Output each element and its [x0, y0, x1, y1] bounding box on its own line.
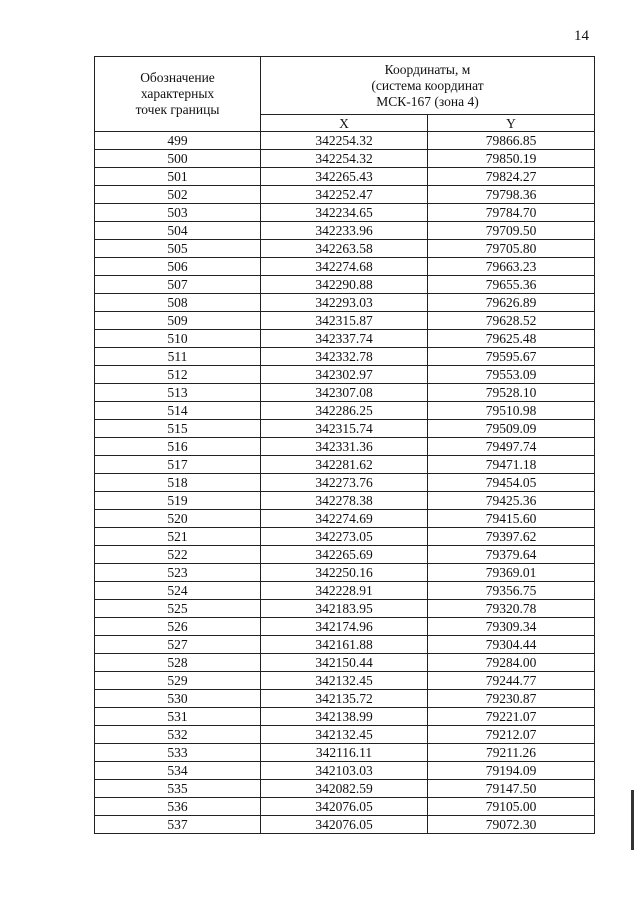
x-coordinate-cell: 342273.76: [261, 474, 428, 492]
point-id-cell: 529: [95, 672, 261, 690]
table-row: [95, 546, 595, 564]
x-coordinate-cell: 342076.05: [261, 798, 428, 816]
x-coordinate-cell: 342286.25: [261, 402, 428, 420]
coords-header-line-3: МСК-167 (зона 4): [376, 93, 479, 109]
x-coordinate-cell: 342103.03: [261, 762, 428, 780]
y-coordinate-cell: 79663.23: [428, 258, 595, 276]
point-id-cell: 531: [95, 708, 261, 726]
x-coordinate-cell: 342234.65: [261, 204, 428, 222]
table-row: [95, 582, 595, 600]
point-header-line-3: точек границы: [135, 102, 220, 117]
y-coordinate-cell: 79705.80: [428, 240, 595, 258]
table-row: [95, 366, 595, 384]
x-coordinate-cell: 342132.45: [261, 672, 428, 690]
point-id-cell: 537: [95, 816, 261, 834]
y-coordinate-cell: 79824.27: [428, 168, 595, 186]
table-row: [95, 384, 595, 402]
x-coordinate-cell: 342250.16: [261, 564, 428, 582]
x-coordinate-cell: 342302.97: [261, 366, 428, 384]
y-coordinate-cell: 79212.07: [428, 726, 595, 744]
y-coordinate-cell: 79415.60: [428, 510, 595, 528]
table-header: [95, 57, 595, 132]
x-coordinate-cell: 342233.96: [261, 222, 428, 240]
y-coordinate-cell: 79510.98: [428, 402, 595, 420]
y-coordinate-cell: 79221.07: [428, 708, 595, 726]
y-coordinate-cell: 79528.10: [428, 384, 595, 402]
point-id-cell: 506: [95, 258, 261, 276]
x-coordinate-cell: 342150.44: [261, 654, 428, 672]
y-coordinate-cell: 79471.18: [428, 456, 595, 474]
point-id-cell: 513: [95, 384, 261, 402]
point-id-cell: 512: [95, 366, 261, 384]
x-coordinate-cell: 342278.38: [261, 492, 428, 510]
x-coordinate-cell: 342265.43: [261, 168, 428, 186]
y-coordinate-cell: 79553.09: [428, 366, 595, 384]
x-coordinate-cell: 342254.32: [261, 132, 428, 150]
y-coordinate-cell: 79284.00: [428, 654, 595, 672]
point-id-cell: 504: [95, 222, 261, 240]
point-id-cell: 536: [95, 798, 261, 816]
table-row: [95, 330, 595, 348]
table-row: [95, 816, 595, 834]
x-column-header: X: [261, 115, 428, 132]
x-coordinate-cell: 342076.05: [261, 816, 428, 834]
point-id-cell: 519: [95, 492, 261, 510]
table-row: [95, 348, 595, 366]
table-row: [95, 798, 595, 816]
x-coordinate-cell: 342315.87: [261, 312, 428, 330]
table-row: [95, 186, 595, 204]
point-id-cell: 525: [95, 600, 261, 618]
table-row: [95, 690, 595, 708]
x-coordinate-cell: 342174.96: [261, 618, 428, 636]
y-coordinate-cell: 79425.36: [428, 492, 595, 510]
point-id-cell: 514: [95, 402, 261, 420]
point-id-cell: 515: [95, 420, 261, 438]
point-id-cell: 517: [95, 456, 261, 474]
y-coordinate-cell: 79379.64: [428, 546, 595, 564]
x-coordinate-cell: 342135.72: [261, 690, 428, 708]
table-body: [95, 132, 595, 834]
y-coordinate-cell: 79356.75: [428, 582, 595, 600]
point-header-line-2: характерных: [140, 86, 215, 101]
table-row: [95, 474, 595, 492]
y-coordinate-cell: 79850.19: [428, 150, 595, 168]
x-coordinate-cell: 342254.32: [261, 150, 428, 168]
scan-edge-mark: [631, 790, 634, 850]
x-coordinate-cell: 342337.74: [261, 330, 428, 348]
y-coordinate-cell: 79369.01: [428, 564, 595, 582]
coords-header-line-1: Координаты, м: [384, 61, 471, 77]
table-row: [95, 204, 595, 222]
coordinates-table: [94, 56, 595, 834]
point-id-cell: 522: [95, 546, 261, 564]
point-id-cell: 502: [95, 186, 261, 204]
point-id-cell: 528: [95, 654, 261, 672]
point-designation-header: [95, 57, 261, 132]
point-id-cell: 521: [95, 528, 261, 546]
point-id-cell: 532: [95, 726, 261, 744]
y-coordinate-cell: 79784.70: [428, 204, 595, 222]
table-row: [95, 762, 595, 780]
y-coordinate-cell: 79397.62: [428, 528, 595, 546]
table-row: [95, 600, 595, 618]
y-coordinate-cell: 79866.85: [428, 132, 595, 150]
point-id-cell: 507: [95, 276, 261, 294]
coords-header-line-2: (система координат: [371, 77, 484, 93]
x-coordinate-cell: 342265.69: [261, 546, 428, 564]
table-row: [95, 708, 595, 726]
table-row: [95, 150, 595, 168]
x-coordinate-cell: 342116.11: [261, 744, 428, 762]
x-coordinate-cell: 342274.68: [261, 258, 428, 276]
x-coordinate-cell: 342331.36: [261, 438, 428, 456]
x-coordinate-cell: 342315.74: [261, 420, 428, 438]
x-coordinate-cell: 342281.62: [261, 456, 428, 474]
y-coordinate-cell: 79072.30: [428, 816, 595, 834]
table-row: [95, 168, 595, 186]
x-coordinate-cell: 342274.69: [261, 510, 428, 528]
table-row: [95, 402, 595, 420]
page-number: 14: [574, 28, 589, 44]
point-header-line-1: Обозначение: [140, 70, 215, 85]
y-coordinate-cell: 79147.50: [428, 780, 595, 798]
y-coordinate-cell: 79244.77: [428, 672, 595, 690]
table-row: [95, 132, 595, 150]
point-id-cell: 520: [95, 510, 261, 528]
y-coordinate-cell: 79309.34: [428, 618, 595, 636]
point-id-cell: 516: [95, 438, 261, 456]
x-coordinate-cell: 342273.05: [261, 528, 428, 546]
point-id-cell: 526: [95, 618, 261, 636]
table-row: [95, 744, 595, 762]
table-row: [95, 672, 595, 690]
table-row: [95, 258, 595, 276]
point-id-cell: 503: [95, 204, 261, 222]
table-row: [95, 294, 595, 312]
table-row: [95, 780, 595, 798]
y-coordinate-cell: 79454.05: [428, 474, 595, 492]
table-row: [95, 240, 595, 258]
point-id-cell: 499: [95, 132, 261, 150]
table-row: [95, 510, 595, 528]
table-row: [95, 438, 595, 456]
point-id-cell: 533: [95, 744, 261, 762]
table-row: [95, 492, 595, 510]
point-id-cell: 510: [95, 330, 261, 348]
y-coordinate-cell: 79628.52: [428, 312, 595, 330]
point-id-cell: 501: [95, 168, 261, 186]
y-coordinate-cell: 79320.78: [428, 600, 595, 618]
y-coordinate-cell: 79709.50: [428, 222, 595, 240]
y-coordinate-cell: 79626.89: [428, 294, 595, 312]
point-id-cell: 530: [95, 690, 261, 708]
y-coordinate-cell: 79798.36: [428, 186, 595, 204]
x-coordinate-cell: 342252.47: [261, 186, 428, 204]
coordinates-header: [261, 57, 595, 115]
table-row: [95, 618, 595, 636]
table-row: [95, 222, 595, 240]
y-coordinate-cell: 79625.48: [428, 330, 595, 348]
point-id-cell: 505: [95, 240, 261, 258]
table-row: [95, 528, 595, 546]
point-id-cell: 509: [95, 312, 261, 330]
x-coordinate-cell: 342183.95: [261, 600, 428, 618]
y-coordinate-cell: 79211.26: [428, 744, 595, 762]
point-id-cell: 511: [95, 348, 261, 366]
table-row: [95, 312, 595, 330]
table-row: [95, 276, 595, 294]
table-row: [95, 456, 595, 474]
point-id-cell: 500: [95, 150, 261, 168]
y-column-header: Y: [428, 115, 595, 132]
x-coordinate-cell: 342228.91: [261, 582, 428, 600]
x-coordinate-cell: 342263.58: [261, 240, 428, 258]
point-id-cell: 508: [95, 294, 261, 312]
x-coordinate-cell: 342290.88: [261, 276, 428, 294]
x-coordinate-cell: 342307.08: [261, 384, 428, 402]
point-id-cell: 523: [95, 564, 261, 582]
table-row: [95, 726, 595, 744]
x-coordinate-cell: 342161.88: [261, 636, 428, 654]
y-coordinate-cell: 79230.87: [428, 690, 595, 708]
point-id-cell: 524: [95, 582, 261, 600]
x-coordinate-cell: 342132.45: [261, 726, 428, 744]
table-row: [95, 420, 595, 438]
table-row: [95, 654, 595, 672]
x-coordinate-cell: 342293.03: [261, 294, 428, 312]
y-coordinate-cell: 79194.09: [428, 762, 595, 780]
point-id-cell: 518: [95, 474, 261, 492]
y-coordinate-cell: 79509.09: [428, 420, 595, 438]
point-id-cell: 534: [95, 762, 261, 780]
x-coordinate-cell: 342138.99: [261, 708, 428, 726]
point-id-cell: 527: [95, 636, 261, 654]
y-coordinate-cell: 79595.67: [428, 348, 595, 366]
y-coordinate-cell: 79105.00: [428, 798, 595, 816]
y-coordinate-cell: 79304.44: [428, 636, 595, 654]
y-coordinate-cell: 79655.36: [428, 276, 595, 294]
x-coordinate-cell: 342332.78: [261, 348, 428, 366]
x-coordinate-cell: 342082.59: [261, 780, 428, 798]
table-row: [95, 564, 595, 582]
table-row: [95, 636, 595, 654]
point-id-cell: 535: [95, 780, 261, 798]
header-row-main: [95, 57, 595, 115]
y-coordinate-cell: 79497.74: [428, 438, 595, 456]
